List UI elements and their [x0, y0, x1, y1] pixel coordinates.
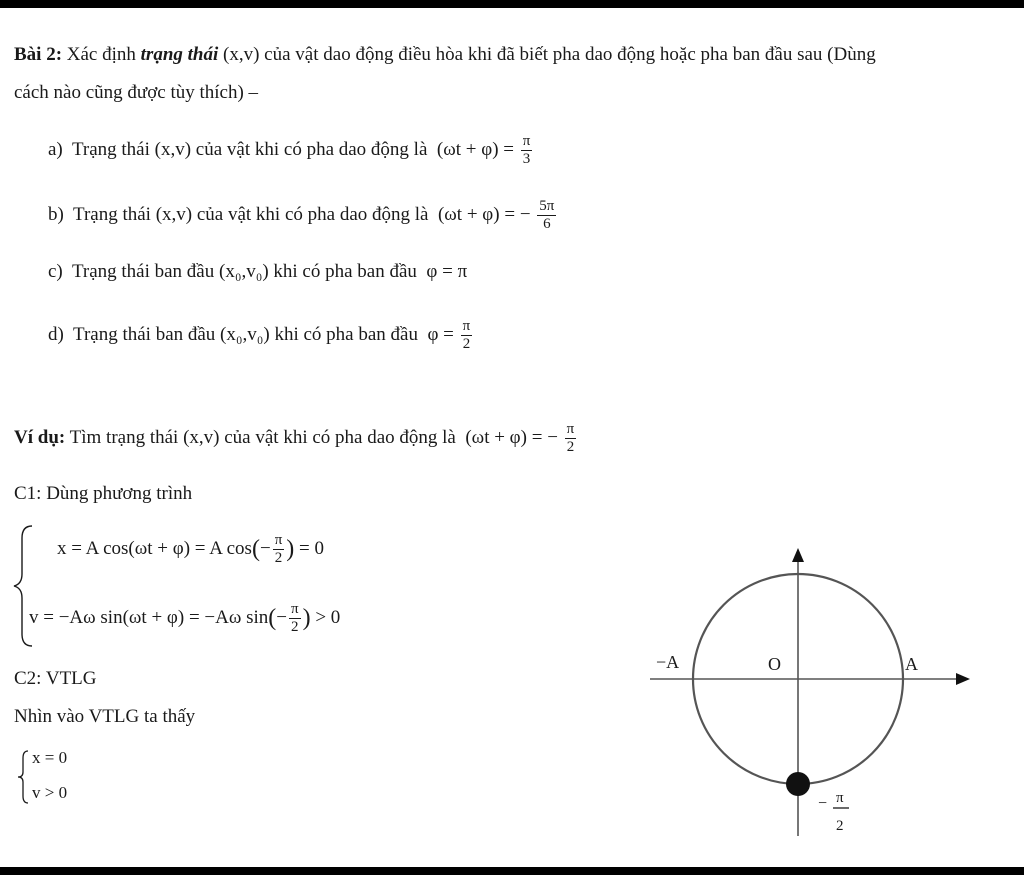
minus-sign: −: [519, 203, 531, 225]
fraction-denominator: 2: [462, 336, 471, 352]
fraction-denominator: 2: [291, 619, 299, 635]
example-expr: (ωt + φ) = −: [465, 426, 558, 448]
bottom-border: [0, 867, 1024, 875]
intro-text-2: (x,v) của vật dao động điều hòa khi đã biết pha dao động hoặc pha ban đầu sau (Dùng: [223, 44, 876, 65]
label-origin: O: [768, 654, 781, 674]
item-expr: φ =: [427, 323, 454, 345]
minus-sign: −: [276, 606, 287, 628]
fraction: [521, 133, 533, 168]
minus-sign: −: [259, 537, 271, 559]
label-neg-a: −A: [656, 652, 680, 672]
item-expr: (ωt + φ) =: [436, 138, 514, 160]
fraction-numerator: π: [291, 601, 299, 617]
c2-text: Nhìn vào VTLG ta thấy: [14, 706, 196, 727]
result-brace: [14, 748, 34, 806]
item-b: [48, 198, 558, 233]
result-x: x = 0: [32, 748, 68, 767]
horizontal-arrow-icon: [956, 673, 970, 685]
point-label-minus: −: [818, 795, 828, 812]
position-point: [786, 772, 810, 796]
trig-circle-diagram: [640, 540, 980, 850]
eq1-left: x = A cos(ωt + φ) = A cos: [57, 537, 252, 559]
result-v: v > 0: [32, 783, 68, 802]
fraction-numerator: π: [274, 532, 283, 548]
item-d: [48, 318, 474, 353]
item-text: Trạng thái ban đầu (x₀,v₀) khi có pha ban đầu: [73, 323, 418, 345]
exercise-title: Bài 2:: [14, 44, 63, 65]
fraction: [461, 318, 473, 353]
fraction: [537, 198, 556, 233]
label-a: A: [905, 654, 918, 674]
fraction-denominator: 3: [522, 151, 531, 167]
point-label-numerator: π: [836, 790, 844, 806]
point-label-denominator: 2: [836, 818, 844, 834]
item-c: [48, 261, 467, 283]
item-text: Trạng thái (x,v) của vật khi có pha dao động là: [71, 138, 428, 160]
intro-text-1: Xác định: [66, 44, 136, 65]
c1-title: C1: Dùng phương trình: [14, 483, 193, 504]
intro-line-2: cách nào cũng được tùy thích) –: [14, 82, 259, 103]
eq1-right: = 0: [299, 537, 324, 559]
top-border: [0, 0, 1024, 8]
item-label: c): [48, 261, 63, 282]
example-text: Tìm trạng thái (x,v) của vật khi có pha dao động là: [69, 426, 456, 448]
item-expr: φ = π: [426, 261, 468, 282]
item-text: Trạng thái (x,v) của vật khi có pha dao động là: [73, 203, 429, 225]
example-line: [14, 421, 578, 456]
fraction-denominator: 2: [274, 550, 283, 566]
eq2-right: > 0: [315, 606, 341, 628]
exercise-header: [14, 44, 876, 66]
fraction-numerator: π: [566, 421, 575, 437]
item-label: a): [48, 138, 63, 160]
fraction-numerator: π: [522, 133, 531, 149]
item-label: b): [48, 203, 64, 225]
eq2-left: v = −Aω sin(ωt + φ) = −Aω sin: [29, 606, 269, 628]
intro-bold-text: trạng thái: [140, 44, 219, 65]
fraction: [565, 421, 577, 456]
c2-title: C2: VTLG: [14, 668, 97, 689]
vertical-arrow-icon: [792, 548, 804, 562]
equation-x: x = A cos(ωt + φ) = A cos(− $\frac{\pi}{2}$ ) = 0: [57, 532, 324, 566]
item-a: [48, 133, 534, 168]
fraction-denominator: 2: [566, 439, 575, 455]
equation-v: v = −Aω sin(ωt + φ) = −Aω sin(− $\frac{\pi}{2}$ ) > 0: [29, 601, 341, 635]
fraction-numerator: 5π: [539, 198, 555, 214]
item-text: Trạng thái ban đầu (x₀,v₀) khi có pha ban đầu: [71, 261, 417, 282]
item-label: d): [48, 323, 64, 345]
fraction: [289, 601, 301, 636]
item-expr: (ωt + φ) =: [437, 203, 516, 225]
example-label: Ví dụ:: [14, 426, 66, 448]
fraction: [273, 532, 285, 567]
fraction-denominator: 6: [543, 216, 551, 232]
fraction-numerator: π: [462, 318, 471, 334]
